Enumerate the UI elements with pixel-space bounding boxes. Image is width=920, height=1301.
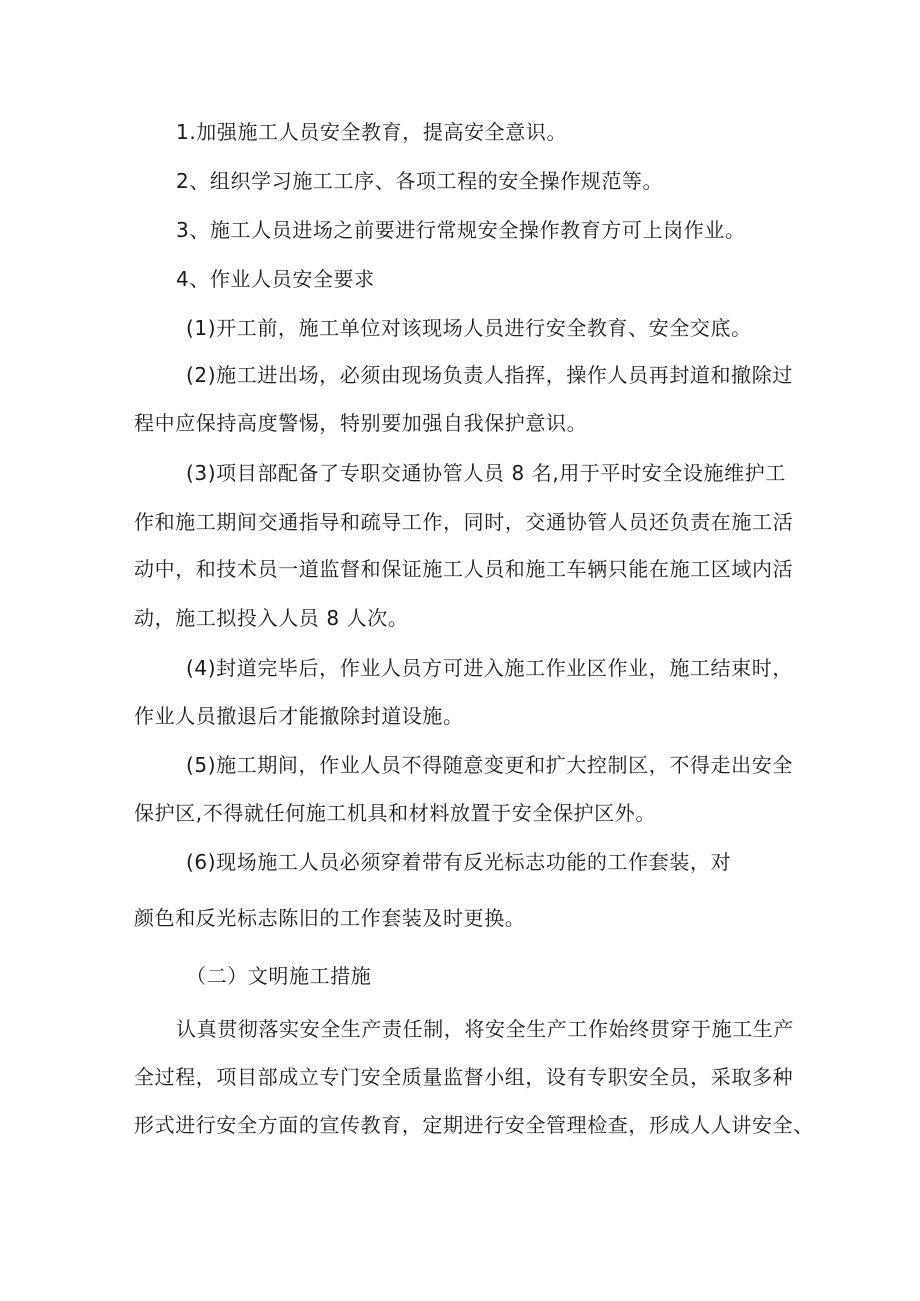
text-line: (1)开工前，施工单位对该现场人员进行安全教育、安全交底。	[186, 316, 752, 340]
text-line: (4)封道完毕后，作业人员方可进入施工作业区作业，施工结束时，	[186, 656, 793, 680]
text-line: (5)施工期间，作业人员不得随意变更和扩大控制区，不得走出安全	[186, 753, 793, 777]
text-line: 3、施工人员进场之前要进行常规安全操作教育方可上岗作业。	[176, 218, 746, 242]
text-line: 程中应保持高度警惕，特别要加强自我保护意识。	[134, 411, 588, 435]
text-line: 保护区,不得就任何施工机具和材料放置于安全保护区外。	[134, 801, 656, 825]
text-line: 作和施工期间交通指导和疏导工作，同时，交通协管人员还负责在施工活	[134, 510, 794, 534]
section-heading: （二）文明施工措施	[186, 964, 372, 988]
text-line: (2)施工进出场，必须由现场负责人指挥，操作人员再封道和撤除过	[186, 363, 793, 387]
text-line: 4、作业人员安全要求	[176, 267, 375, 291]
text-line: 认真贯彻落实安全生产责任制，将安全生产工作始终贯穿于施工生产	[176, 1017, 794, 1041]
text-line: 动，施工拟投入人员 8 人次。	[134, 606, 409, 630]
text-line: 动中，和技术员一道监督和保证施工人员和施工车辆只能在施工区域内活	[134, 557, 794, 581]
text-line: (6)现场施工人员必须穿着带有反光标志功能的工作套装，对	[186, 850, 732, 874]
text-line: 2、组织学习施工工序、各项工程的安全操作规范等。	[176, 169, 664, 193]
text-line: 颜色和反光标志陈旧的工作套装及时更换。	[134, 906, 526, 930]
text-line: 全过程，项目部成立专门安全质量监督小组，设有专职安全员，采取多种	[134, 1065, 794, 1089]
text-line: 作业人员撤退后才能撤除封道设施。	[134, 704, 464, 728]
text-line: 1.加强施工人员安全教育，提高安全意识。	[176, 120, 568, 144]
text-line: 形式进行安全方面的宣传教育，定期进行安全管理检查，形成人人讲安全、	[134, 1113, 814, 1137]
text-line: (3)项目部配备了专职交通协管人员 8 名,用于平时安全设施维护工	[186, 461, 786, 485]
